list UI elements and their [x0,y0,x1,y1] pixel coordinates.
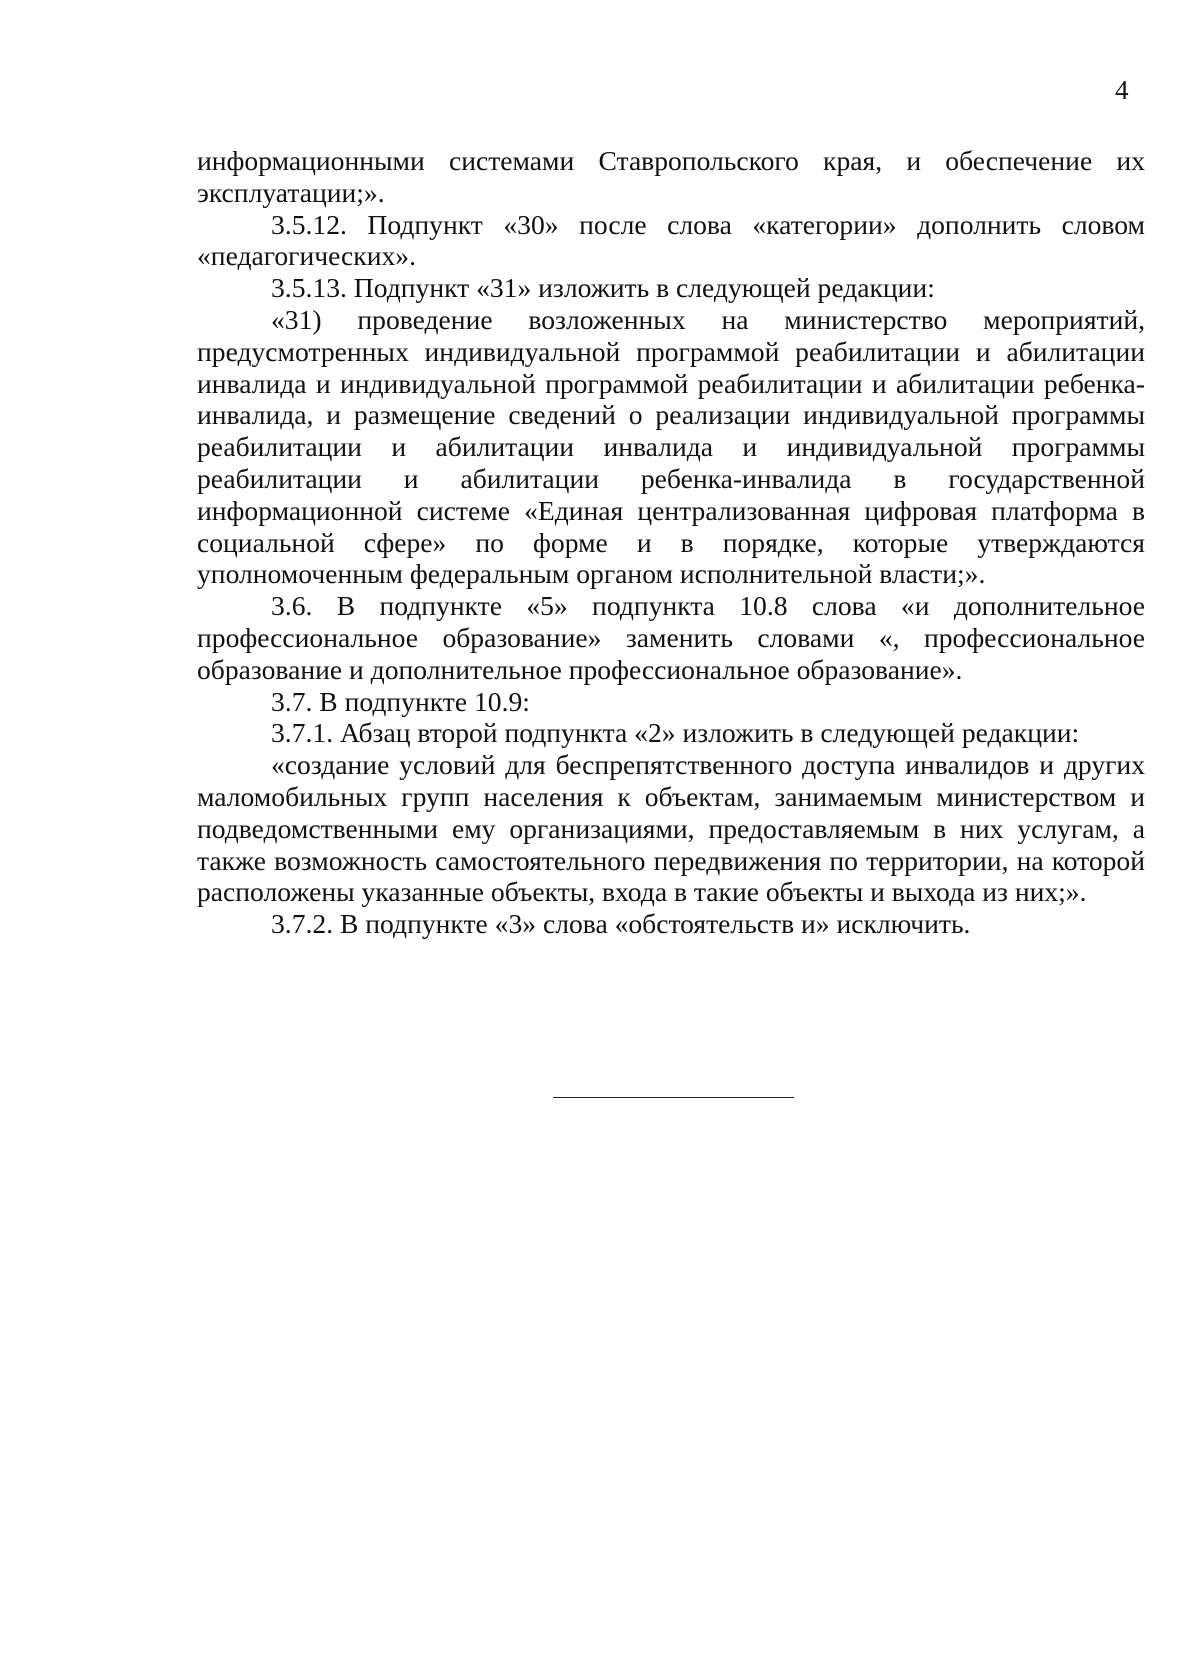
paragraph-continuation: информационными системами Ставропольского края, и обеспечение их эксплуатации;». [197,145,1145,208]
end-of-document-rule [553,1097,794,1098]
paragraph-3-6: 3.6. В подпункте «5» подпункта 10.8 слова «и дополнительное профессиональное образование» заменить словами «, профессиональное образование и дополнительное профессиональное образование». [197,590,1145,685]
paragraph-3-7-1: 3.7.1. Абзац второй подпункта «2» изложить в следующей редакции: [271,717,1080,749]
paragraph-3-7-2: 3.7.2. В подпункте «3» слова «обстоятельств и» исключить. [271,908,971,940]
document-body [197,145,1145,940]
paragraph-quote-31: «31) проведение возложенных на министерство мероприятий, предусмотренных индивидуальной программой реабилитации и абилитации инвалида и индивидуальной программой реабилитации и абилитации ребенка-инвалида, и размещение сведений о реализации индивидуальной программы реабилитации и абилитации инвалида и индивидуальной программы реабилитации и абилитации ребенка-инвалида в государственной информационной системе «Единая централизованная цифровая платформа в социальной сфере» по форме и в порядке, которые утверждаются уполномоченным федеральным органом исполнительной власти;». [197,303,1145,590]
page-number: 4 [1115,75,1129,105]
paragraph-quote-accessibility: «создание условий для беспрепятственного доступа инвалидов и других маломобильных групп населения к объектам, занимаемым министерством и подведомственными ему организациями, предоставляемым в них услугам, а также возможность самостоятельного передвижения по территории, на которой расположены указанные объекты, входа в такие объекты и выхода из них;». [197,749,1145,908]
paragraph-3-5-13: 3.5.13. Подпункт «31» изложить в следующей редакции: [271,272,935,304]
paragraph-3-5-12: 3.5.12. Подпункт «30» после слова «категории» дополнить словом «педагогических». [197,208,1145,272]
paragraph-3-7: 3.7. В подпункте 10.9: [271,685,530,717]
